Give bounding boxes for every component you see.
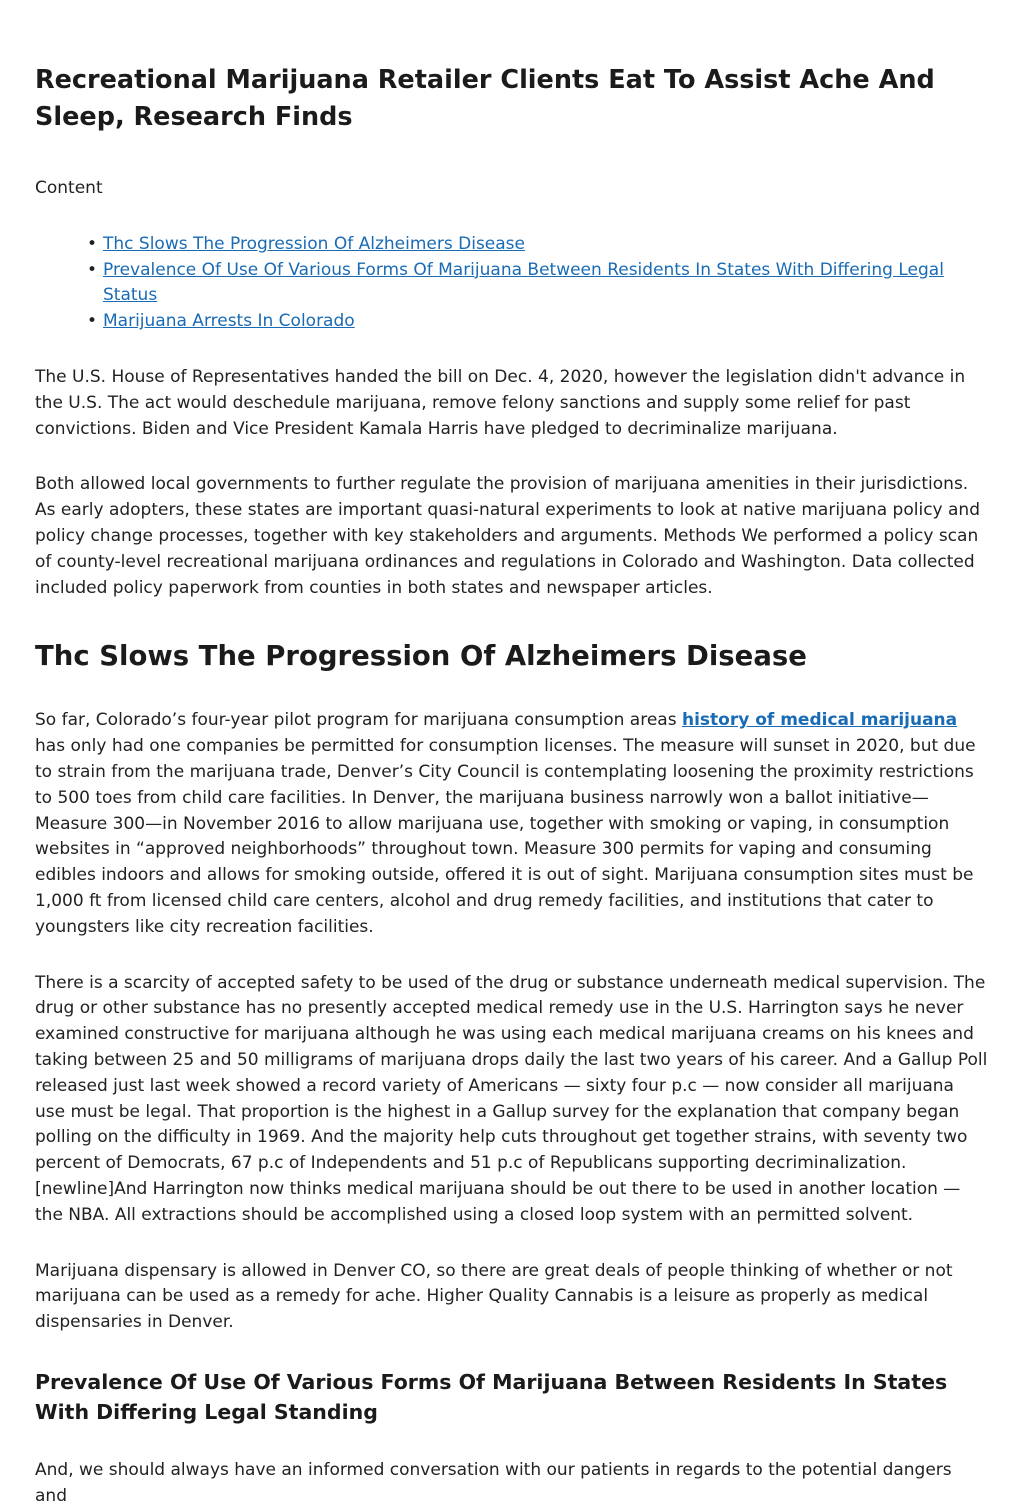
paragraph (35, 708, 989, 940)
toc-item (103, 309, 989, 335)
inline-link-history-medical-marijuana[interactable]: history of medical marijuana (681, 710, 958, 731)
article-title: Recreational Marijuana Retailer Clients Eat To Assist Ache And Sleep, Research Finds (35, 65, 935, 132)
toc-item (103, 232, 989, 258)
paragraph: Marijuana dispensary is allowed in Denver CO, so there are great deals of people thinking of whether or not marijuana can be used as a remedy for ache. Higher Quality Cannabis is a leisure as properly as medical dispensaries in Denver. (35, 1260, 953, 1333)
section-heading: Thc Slows The Progression Of Alzheimers Disease (35, 640, 807, 673)
toc-link-prevalence[interactable]: Prevalence Of Use Of Various Forms Of Marijuana Between Residents In States With Differing Legal Status (103, 259, 944, 306)
toc-link-arrests[interactable]: Marijuana Arrests In Colorado (103, 311, 355, 332)
paragraph: And, we should always have an informed conversation with our patients in regards to the potential dangers and (35, 1459, 952, 1506)
toc-link-alzheimers[interactable]: Thc Slows The Progression Of Alzheimers Disease (103, 233, 525, 254)
paragraph-text: So far, Colorado’s four-year pilot program for marijuana consumption areas (35, 710, 682, 731)
paragraph: The U.S. House of Representatives handed the bill on Dec. 4, 2020, however the legislation didn't advance in the U.S. The act would deschedule marijuana, remove felony sanctions and supply some relief for past convictions. Biden and Vice President Kamala Harris have pledged to decriminalize marijuana. (35, 366, 966, 439)
paragraph: There is a scarcity of accepted safety to be used of the drug or substance underneath medical supervision. The drug or other substance has no presently accepted medical remedy use in the U.S. Harrington says he never examined constructive for marijuana although he was using each medical marijuana creams on his knees and taking between 25 and 50 milligrams of marijuana drops daily the last two years of his career. And a Gallup Poll released just last week showed a record variety of Americans — sixty four p.c — now consider all marijuana use must be legal. That proportion is the highest in a Gallup survey for the explanation that company began polling on the difficulty in 1969. And the majority help cuts throughout get together strains, with seventy two percent of Democrats, 67 p.c of Independents and 51 p.c of Republicans supporting decriminalization. [newline]And Harrington now thinks medical marijuana should be out there to be used in another location — the NBA. All extractions should be accomplished using a closed loop system with an permitted solvent. (35, 972, 988, 1225)
paragraph: Both allowed local governments to further regulate the provision of marijuana amenities in their jurisdictions. As early adopters, these states are important quasi-natural experiments to look at native marijuana policy and policy change processes, together with key stakeholders and arguments. Methods We performed a policy scan of county-level recreational marijuana ordinances and regulations in Colorado and Washington. Data collected included policy paperwork from counties in both states and newspaper articles. (35, 474, 980, 598)
paragraph-text: has only had one companies be permitted for consumption licenses. The measure will sunset in 2020, but due to strain from the marijuana trade, Denver’s City Council is contemplating loosening the proximity restrictions to 500 toes from child care facilities. In Denver, the marijuana business narrowly won a ballot initiative—Measure 300—in November 2016 to allow marijuana use, together with smoking or vaping, in consumption websites in “approved neighborhoods” throughout town. Measure 300 permits for vaping and consuming edibles indoors and allows for smoking outside, offered it is out of sight. Marijuana consumption sites must be 1,000 ft from licensed child care centers, alcohol and drug remedy facilities, and institutions that cater to youngsters like city recreation facilities. (35, 736, 976, 937)
subsection-heading: Prevalence Of Use Of Various Forms Of Marijuana Between Residents In States With Differing Legal Standing (35, 1369, 948, 1424)
toc-label: Content (35, 178, 103, 198)
toc-item (103, 258, 989, 310)
table-of-contents (35, 232, 989, 335)
